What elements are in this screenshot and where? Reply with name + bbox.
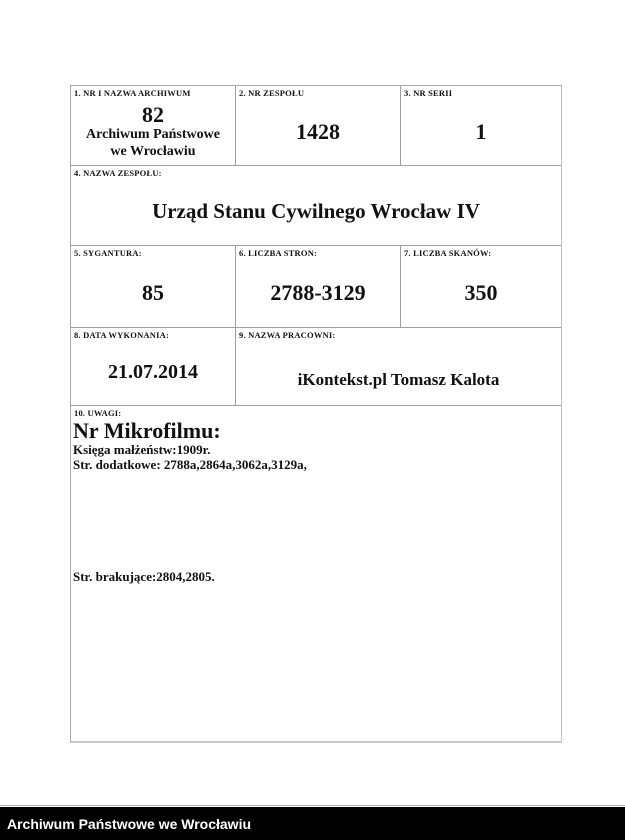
field-scan-count — [401, 246, 561, 328]
field-series-number-label: 3. NR SERII — [404, 88, 453, 98]
field-execution-date-label: 8. DATA WYKONANIA: — [74, 330, 169, 340]
field-series-number — [401, 86, 561, 166]
field-scan-count-label: 7. LICZBA SKANÓW: — [404, 248, 492, 258]
remarks-line-book: Księga małżeństw:1909r. — [73, 442, 211, 458]
remarks-content — [71, 418, 561, 584]
field-execution-date — [71, 328, 236, 406]
field-archive-value — [71, 98, 235, 165]
series-number-value: 1 — [475, 118, 487, 144]
workshop-name-value: iKontekst.pl Tomasz Kalota — [297, 369, 500, 389]
archive-number: 82 — [142, 101, 164, 127]
footer-divider-line — [0, 805, 625, 806]
field-signature-label: 5. SYGANTURA: — [74, 248, 142, 258]
field-fond-name — [71, 166, 561, 246]
field-page-count — [236, 246, 401, 328]
field-remarks — [71, 406, 561, 741]
field-workshop-name — [236, 328, 561, 406]
fond-number-value: 1428 — [296, 118, 340, 144]
fond-name-value: Urząd Stanu Cywilnego Wrocław IV — [152, 199, 480, 223]
archive-record-table — [70, 85, 562, 743]
signature-value: 85 — [142, 279, 164, 305]
remarks-spacer — [73, 473, 557, 569]
remarks-line-missing-pages: Str. brakujące:2804,2805. — [73, 568, 215, 584]
footer-bar — [0, 807, 625, 840]
field-fond-name-label: 4. NAZWA ZESPOŁU: — [74, 168, 162, 178]
field-fond-number — [236, 86, 401, 166]
archive-name-line2: we Wrocławiu — [110, 143, 196, 159]
field-archive-number-name — [71, 86, 236, 166]
archive-name-line1: Archiwum Państwowe — [86, 126, 220, 142]
remarks-line-additional-pages: Str. dodatkowe: 2788a,2864a,3062a,3129a, — [73, 457, 307, 473]
field-signature — [71, 246, 236, 328]
field-workshop-name-label: 9. NAZWA PRACOWNI: — [239, 330, 336, 340]
execution-date-value: 21.07.2014 — [108, 361, 198, 383]
field-page-count-label: 6. LICZBA STRON: — [239, 248, 318, 258]
footer-archive-name: Archiwum Państwowe we Wrocławiu — [7, 815, 252, 832]
field-fond-number-label: 2. NR ZESPOŁU — [239, 88, 305, 98]
page-count-value: 2788-3129 — [270, 279, 366, 305]
scan-count-value: 350 — [464, 279, 498, 305]
field-archive-label: 1. NR I NAZWA ARCHIWUM — [74, 88, 191, 98]
microfilm-number-heading: Nr Mikrofilmu: — [73, 418, 221, 443]
field-remarks-label: 10. UWAGI: — [74, 408, 122, 418]
